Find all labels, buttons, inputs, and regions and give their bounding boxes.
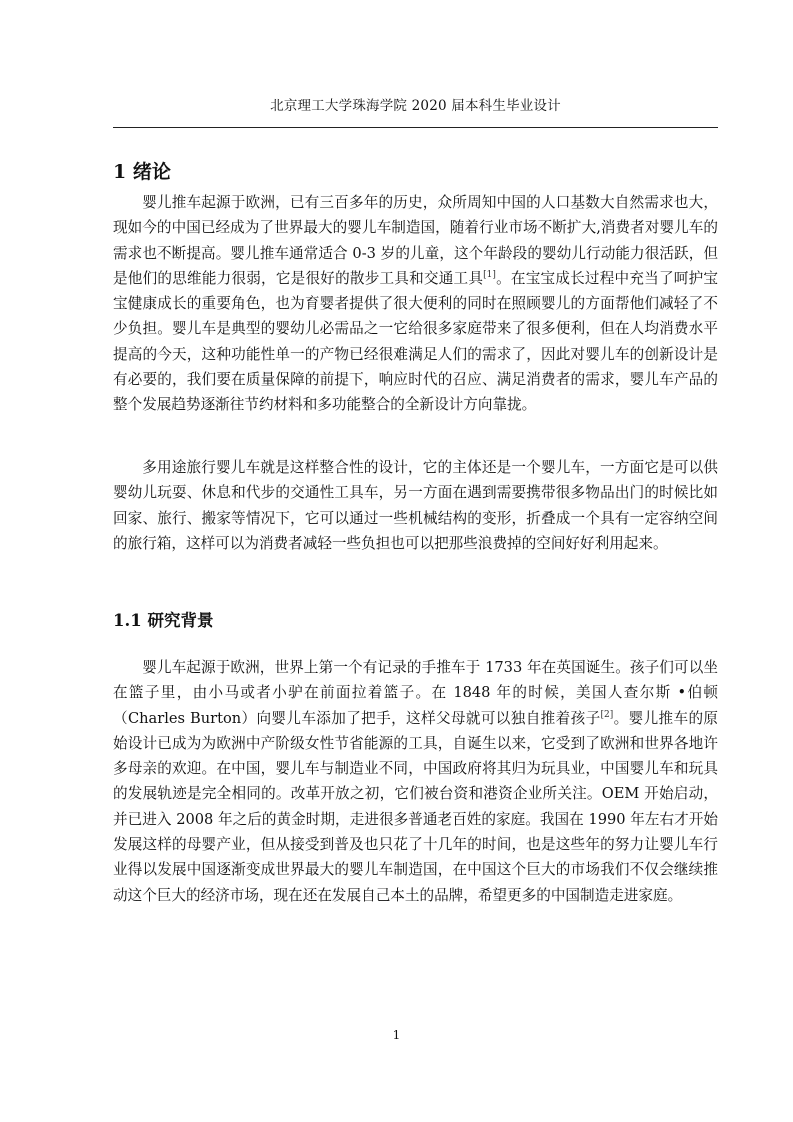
paragraph-text: 婴儿推车起源于欧洲，已有三百多年的历史，众所周知中国的人口基数大自然需求也大，现如今的中国已经成为了世界最大的婴儿车制造国，随着行业市场不断扩大,消费者对婴儿车的需求也不断提高。婴儿推车通常适合 0-3 岁的儿童，这个年龄段的婴幼儿行动能力很活跃，但是他们的思维能力很弱，它是很好的散步工具和交通工具: [113, 194, 718, 287]
chapter-heading: 1 绪论: [113, 161, 171, 183]
citation-mark[interactable]: [2]: [600, 709, 614, 720]
header-rule: [113, 127, 718, 128]
paragraph-text: 。婴儿推车的原始设计已成为为欧洲中产阶级女性节省能源的工具，自诞生以来，它受到了欧洲和世界各地许多母亲的欢迎。在中国，婴儿车与制造业不同，中国政府将其归为玩具业，中国婴儿车和玩具的发展轨迹是完全相同的。改革开放之初，它们被台资和港资企业所关注。OEM 开始启动，并已进入 2008 年之后的黄金时期，走进很多普通老百姓的家庭。我国在 1990 年左右才开始发展这样的母婴产业，但从接受到普及也只花了十几年的时间，也是这些年的努力让婴儿车行业得以发展中国逐渐变成世界最大的婴儿车制造国，在中国这个巨大的市场我们不仅会继续推动这个巨大的经济市场，现在还在发展自己本土的品牌，希望更多的中国制造走进家庭。: [113, 709, 718, 904]
citation-mark[interactable]: [1]: [483, 270, 496, 281]
paragraph-intro-1: [113, 190, 718, 418]
page-number: 1: [392, 1028, 401, 1042]
paragraph-text: 。在宝宝成长过程中充当了呵护宝宝健康成长的重要角色，也为育婴者提供了很大便利的同时在照顾婴儿的方面帮他们减轻了不少负担。婴儿车是典型的婴幼儿必需品之一它给很多家庭带来了很多便利，但在人均消费水平提高的今天，这种功能性单一的产物已经很难满足人们的需求了，因此对婴儿车的创新设计是有必要的，我们要在质量保障的前提下，响应时代的召应、满足消费者的需求，婴儿车产品的整个发展趋势逐渐往节约材料和多功能整合的全新设计方向靠拢。: [113, 269, 718, 414]
paragraph-text: 婴儿车起源于欧洲，世界上第一个有记录的手推车于 1733 年在英国诞生。孩子们可以坐在篮子里，由小马或者小驴在前面拉着篮子。在 1848 年的时候，美国人查尔斯 •伯顿（Charles Burton）向婴儿车添加了把手，这样父母就可以独自推着孩子: [113, 659, 718, 727]
section-heading: 1.1 研究背景: [113, 611, 214, 630]
paragraph-intro-2: 多用途旅行婴儿车就是这样整合性的设计，它的主体还是一个婴儿车，一方面它是可以供婴幼儿玩耍、休息和代步的交通性工具车，另一方面在遇到需要携带很多物品出门的时候比如回家、旅行、搬家等情况下，它可以通过一些机械结构的变形，折叠成一个具有一定容纳空间的旅行箱，这样可以为消费者减轻一些负担也可以把那些浪费掉的空间好好利用起来。: [113, 459, 718, 552]
running-header: 北京理工大学珠海学院 2020 届本科生毕业设计: [270, 98, 561, 114]
paragraph-background: [113, 655, 718, 908]
